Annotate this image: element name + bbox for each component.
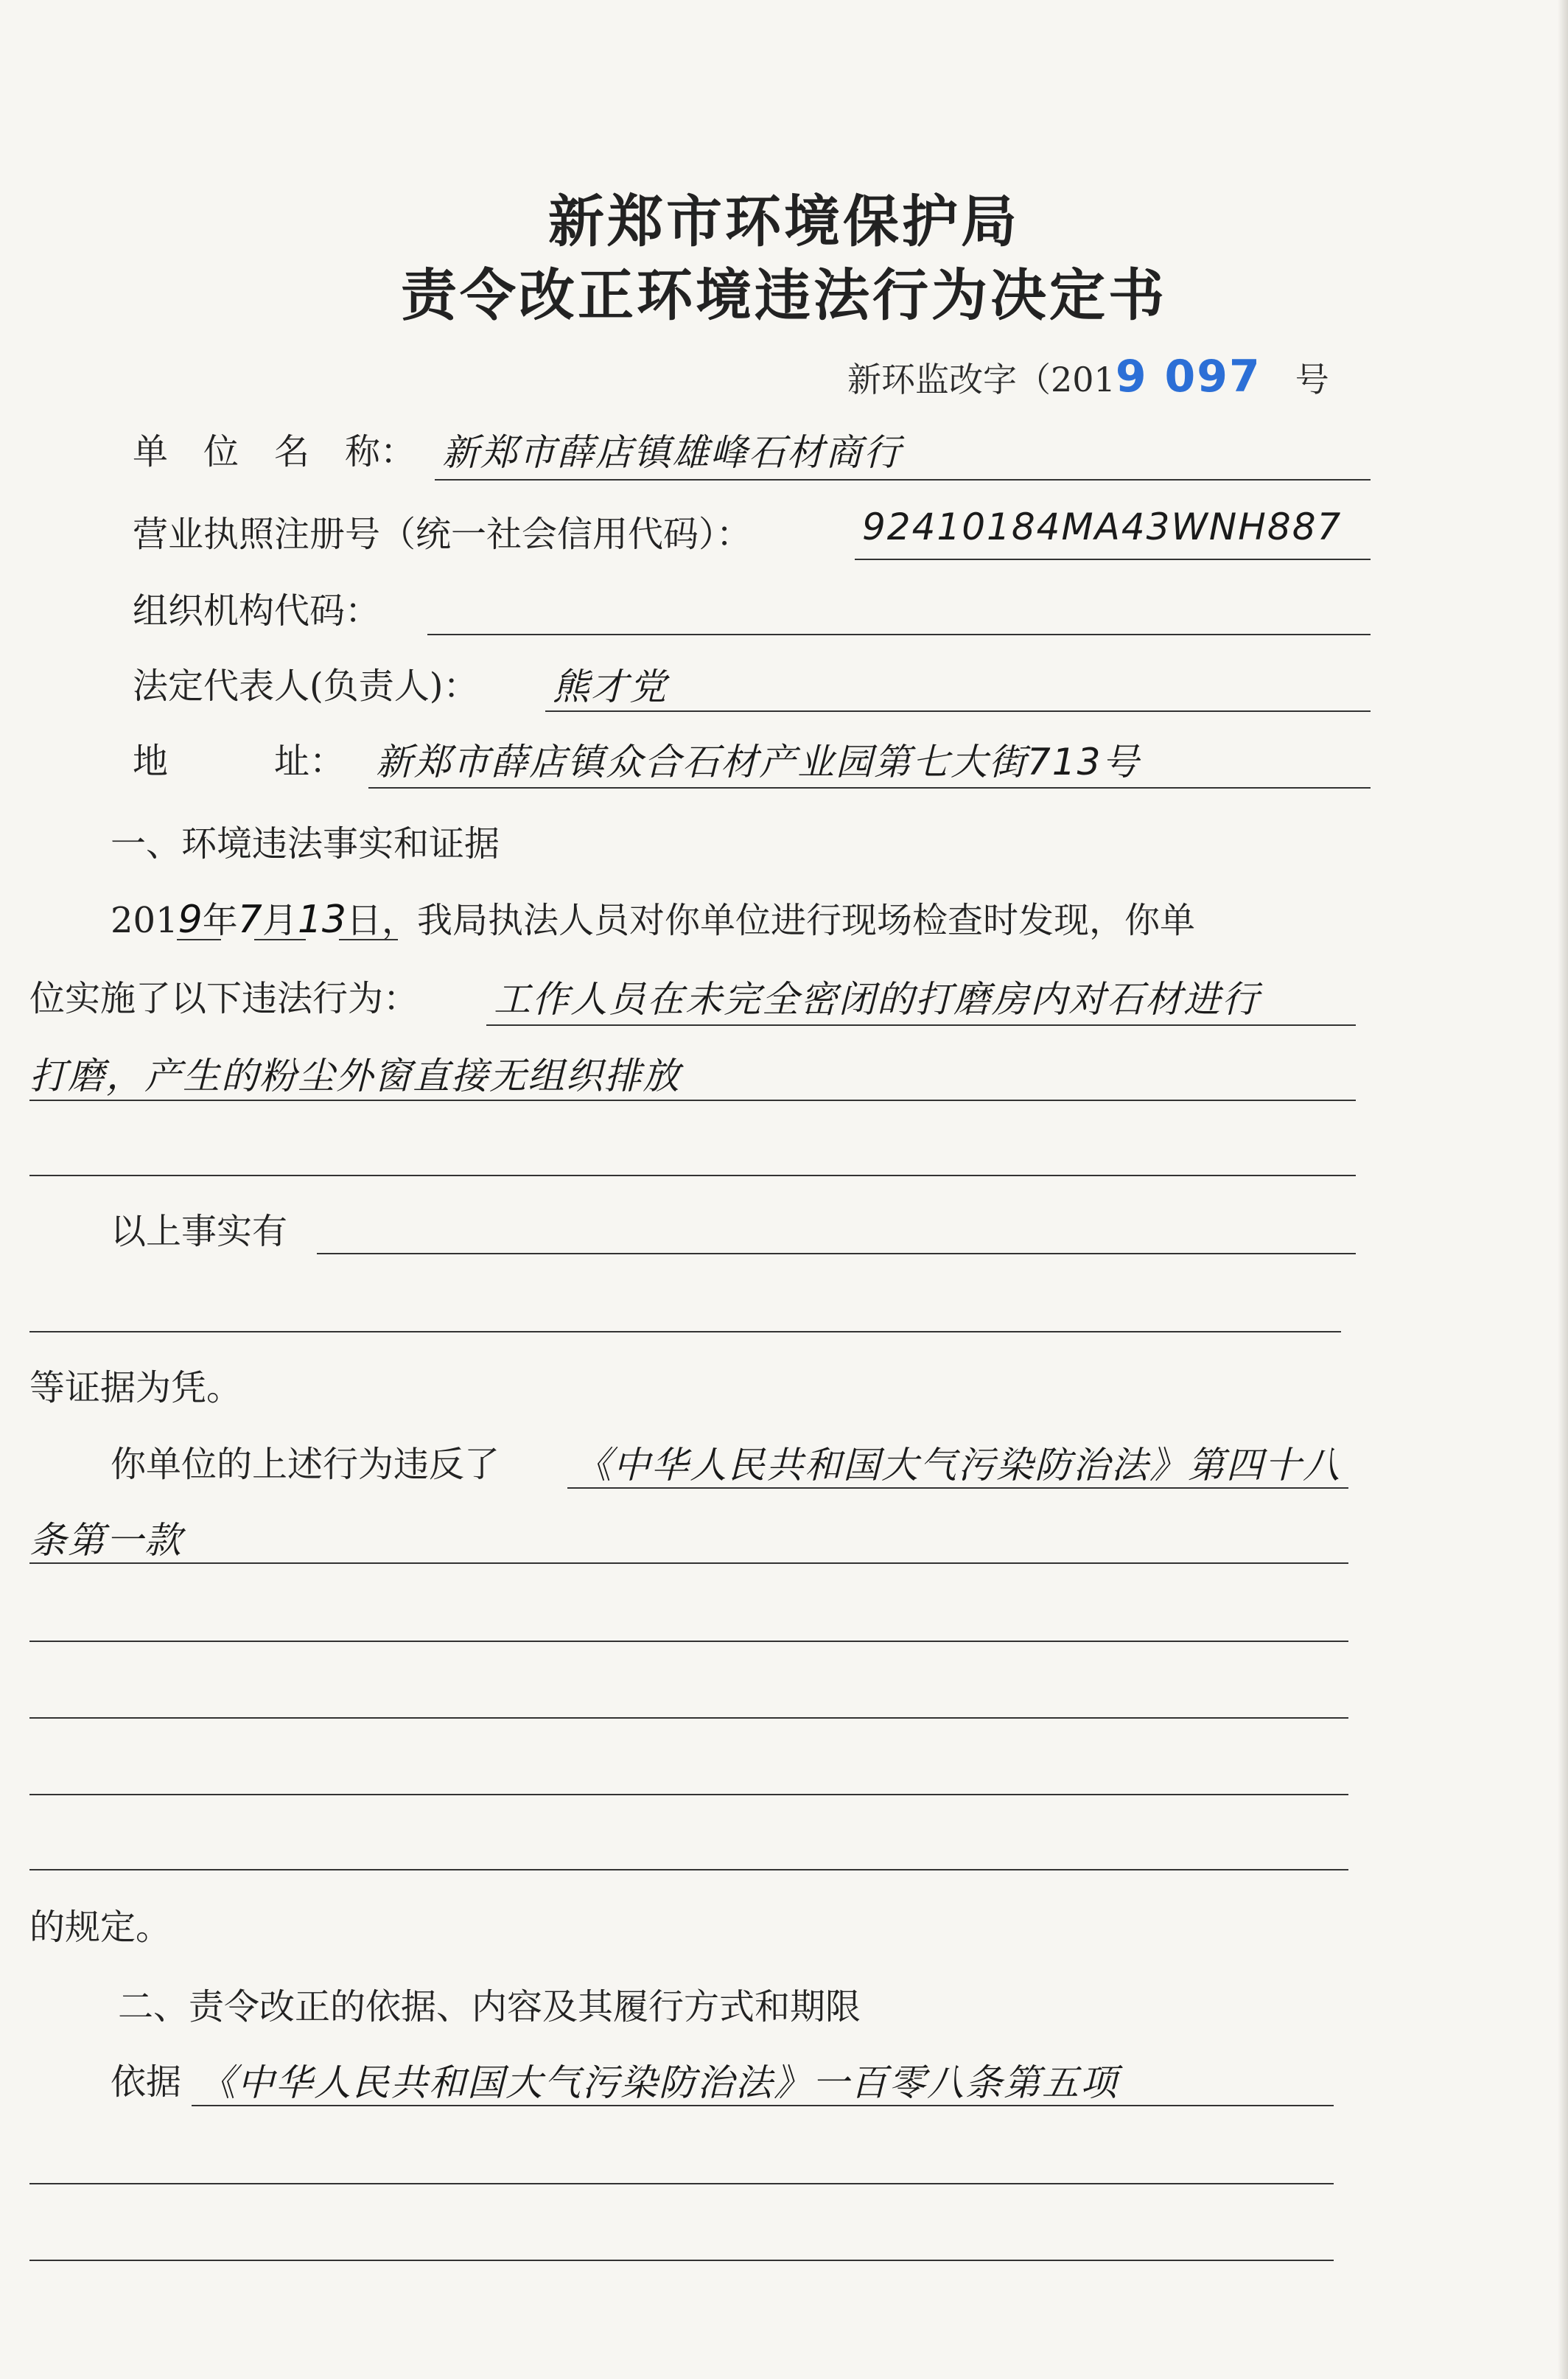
- law-line2: 条第一款: [29, 1519, 183, 1562]
- basis-underline1: [192, 2105, 1334, 2106]
- law-line1: 《中华人民共和国大气污染防治法》第四十八: [575, 1444, 1341, 1487]
- org-code-label: 组织机构代码：: [133, 590, 381, 632]
- legal-rep-line: [545, 710, 1371, 712]
- month-value: 7: [237, 898, 262, 942]
- violates-label: 你单位的上述行为违反了: [111, 1444, 500, 1485]
- doc-number-prefix: 新环监改字（201: [847, 360, 1116, 399]
- evidence-underline1: [317, 1253, 1356, 1254]
- section1-heading: 一、环境违法事实和证据: [111, 823, 500, 864]
- violation-underline2: [29, 1100, 1356, 1101]
- facts-paragraph: [111, 892, 1195, 943]
- violation-line2: 打磨，产生的粉尘外窗直接无组织排放: [29, 1055, 681, 1097]
- legal-rep-label: 法定代表人(负责人)：: [133, 666, 479, 707]
- unit-name-label: 单 位 名 称：: [133, 431, 416, 472]
- violation-underline1: [486, 1024, 1356, 1026]
- provision-end: 的规定。: [29, 1907, 172, 1948]
- day-line: [339, 939, 398, 940]
- basis-underline3: [29, 2260, 1334, 2261]
- address-label: 地 址：: [133, 741, 346, 782]
- violation-line1: 工作人员在未完全密闭的打磨房内对石材进行: [494, 978, 1260, 1021]
- facts-text: 日，我局执法人员对你单位进行现场检查时发现，你单: [346, 900, 1196, 941]
- month-unit: 月: [262, 900, 298, 941]
- agency-title: 新郑市环境保护局: [548, 189, 1020, 254]
- unit-name-value: 新郑市薛店镇雄峰石材商行: [442, 431, 902, 474]
- year-prefix: 201: [111, 900, 178, 941]
- basis-label: 依据: [111, 2061, 182, 2103]
- doc-number-suffix: 号: [1295, 360, 1329, 399]
- law-underline5: [29, 1794, 1348, 1795]
- address-value: 新郑市薛店镇众合石材产业园第七大街713号: [376, 741, 1141, 783]
- year-digit: 9: [178, 898, 203, 942]
- evidence-tail: 等证据为凭。: [29, 1367, 242, 1408]
- license-line: [855, 559, 1371, 560]
- facts-line2: 位实施了以下违法行为：: [29, 978, 419, 1019]
- address-line: [368, 787, 1371, 789]
- license-value: 92410184MA43WNH887: [862, 506, 1343, 548]
- unit-name-line: [435, 479, 1371, 481]
- evidence-label: 以上事实有: [111, 1211, 288, 1252]
- law-underline1: [567, 1487, 1348, 1489]
- month-line: [254, 939, 306, 940]
- document-title: 责令改正环境违法行为决定书: [401, 262, 1167, 328]
- license-label: 营业执照注册号（统一社会信用代码）：: [133, 514, 752, 555]
- legal-rep-value: 熊才党: [553, 666, 668, 708]
- evidence-underline2: [29, 1331, 1341, 1332]
- paper-edge: [1558, 0, 1568, 2379]
- section2-heading: 二、责令改正的依据、内容及其履行方式和期限: [118, 1986, 861, 2027]
- doc-number-stamp: 9 097: [1115, 351, 1261, 402]
- day-value: 13: [297, 898, 347, 942]
- law-underline2: [29, 1562, 1348, 1564]
- org-code-line: [427, 634, 1371, 635]
- law-underline6: [29, 1869, 1348, 1870]
- document-number: [847, 351, 1329, 402]
- basis-value: 《中华人民共和国大气污染防治法》一百零八条第五项: [199, 2061, 1119, 2104]
- law-underline4: [29, 1717, 1348, 1719]
- year-unit: 年: [202, 900, 238, 941]
- year-line: [177, 939, 221, 940]
- violation-underline3: [29, 1175, 1356, 1176]
- basis-underline2: [29, 2183, 1334, 2184]
- law-underline3: [29, 1641, 1348, 1642]
